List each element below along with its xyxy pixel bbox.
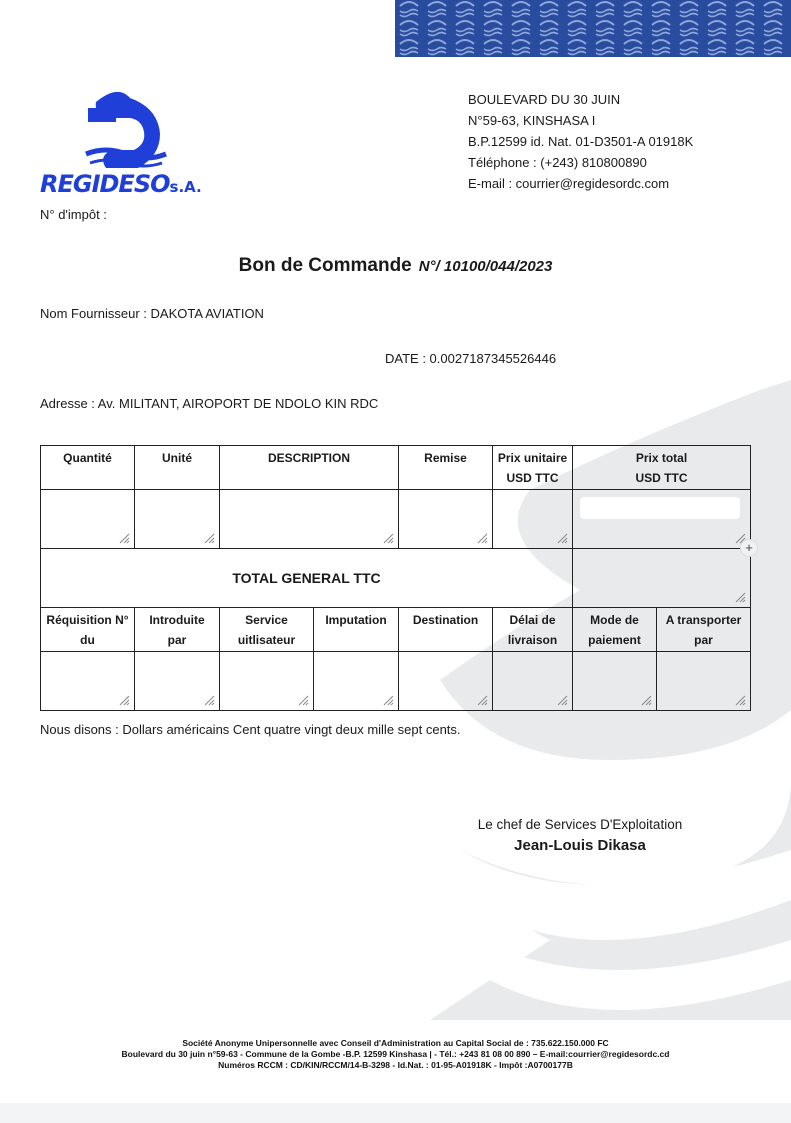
address-line: N°59-63, KINSHASA I [468,113,596,128]
resize-handle-icon[interactable] [476,532,488,544]
service-input[interactable] [220,652,314,711]
tax-number-label: N° d'impôt : [40,207,107,222]
header-banner [395,0,791,57]
header-quantite: Quantité [41,446,135,490]
unit-input[interactable] [135,490,220,549]
address-line: B.P.12599 id. Nat. 01-D3501-A 01918K [468,134,694,149]
total-row [41,549,751,608]
discount-input[interactable] [399,490,493,549]
company-address [468,89,693,194]
resize-handle-icon[interactable] [118,694,130,706]
resize-handle-icon[interactable] [476,694,488,706]
resize-handle-icon[interactable] [297,694,309,706]
header-description: DESCRIPTION [220,446,399,490]
document-title: Bon de Commande N°/ 10100/044/2023 [238,255,553,276]
resize-handle-icon[interactable] [203,532,215,544]
payment-mode-input[interactable] [573,652,657,711]
header-requisition: Réquisition N° du [41,608,135,652]
header-transporter: A transporter par [657,608,751,652]
header-prix-unitaire: Prix unitaire USD TTC [493,446,573,490]
signatory-role: Le chef de Services D'Exploitation [477,817,683,832]
resize-handle-icon[interactable] [382,694,394,706]
address-line: BOULEVARD DU 30 JUIN [468,92,621,107]
header-prix-total: Prix total USD TTC [573,446,751,490]
wave-pattern-icon [395,0,791,57]
logo-wordmark: REGIDESOs.A. [40,170,202,198]
total-general-input[interactable] [573,549,751,608]
resize-handle-icon[interactable] [556,694,568,706]
document-date: DATE : 0.0027187345526446 [385,351,557,366]
phone-line: Téléphone : (+243) 810800890 [468,155,647,170]
description-input[interactable] [220,490,399,549]
imputation-input[interactable] [314,652,399,711]
delivery-delay-input[interactable] [493,652,573,711]
footer-line: Société Anonyme Unipersonnelle avec Conseil d'Administration au Capital Social de : 735.622.150.000 FC [182,1038,609,1048]
requisition-input[interactable] [41,652,135,711]
add-row-icon[interactable]: + [740,539,758,557]
header-delai: Délai de livraison [493,608,573,652]
amount-in-words: Nous disons : Dollars américains Cent quatre vingt deux mille sept cents. [40,722,461,737]
page-footer [0,1038,791,1071]
resize-handle-icon[interactable] [556,532,568,544]
header-destination: Destination [399,608,493,652]
table-row [41,652,751,711]
bottom-decoration [0,1103,791,1123]
resize-handle-icon[interactable] [203,694,215,706]
resize-handle-icon[interactable] [734,591,746,603]
cell-overlay [580,497,740,519]
resize-handle-icon[interactable] [734,694,746,706]
quantity-input[interactable] [41,490,135,549]
total-general-label: TOTAL GENERAL TTC [41,549,573,608]
header-imputation: Imputation [314,608,399,652]
email-line: E-mail : courrier@regidesordc.com [468,176,670,191]
footer-line: Boulevard du 30 juin n°59-63 - Commune de la Gombe -B.P. 12599 Kinshasa | - Tél.: +243 81 08 00 890 – E-mail:courrier@regidesordc.cd [121,1049,670,1059]
destination-input[interactable] [399,652,493,711]
header-mode-paiement: Mode de paiement [573,608,657,652]
header-service: Service uitlisateur [220,608,314,652]
unit-price-input[interactable] [493,490,573,549]
transport-input[interactable] [657,652,751,711]
supplier-address: Adresse : Av. MILITANT, AIROPORT DE NDOLO KIN RDC [40,396,379,411]
table2-header-row [41,608,751,652]
company-logo [38,86,218,201]
signatory-name: Jean-Louis Dikasa [514,837,646,854]
footer-line: Numéros RCCM : CD/KIN/RCCM/14-B-3298 - Id.Nat. : 01-95-A01918K - Impôt :A0700177B [218,1060,573,1070]
header-unite: Unité [135,446,220,490]
order-number: N°/ 10100/044/2023 [418,258,553,275]
header-remise: Remise [399,446,493,490]
introduced-by-input[interactable] [135,652,220,711]
resize-handle-icon[interactable] [640,694,652,706]
order-table [40,445,751,711]
resize-handle-icon[interactable] [118,532,130,544]
supplier-name: Nom Fournisseur : DAKOTA AVIATION [40,306,264,321]
header-introduite: Introduite par [135,608,220,652]
table-header-row [41,446,751,490]
resize-handle-icon[interactable] [382,532,394,544]
